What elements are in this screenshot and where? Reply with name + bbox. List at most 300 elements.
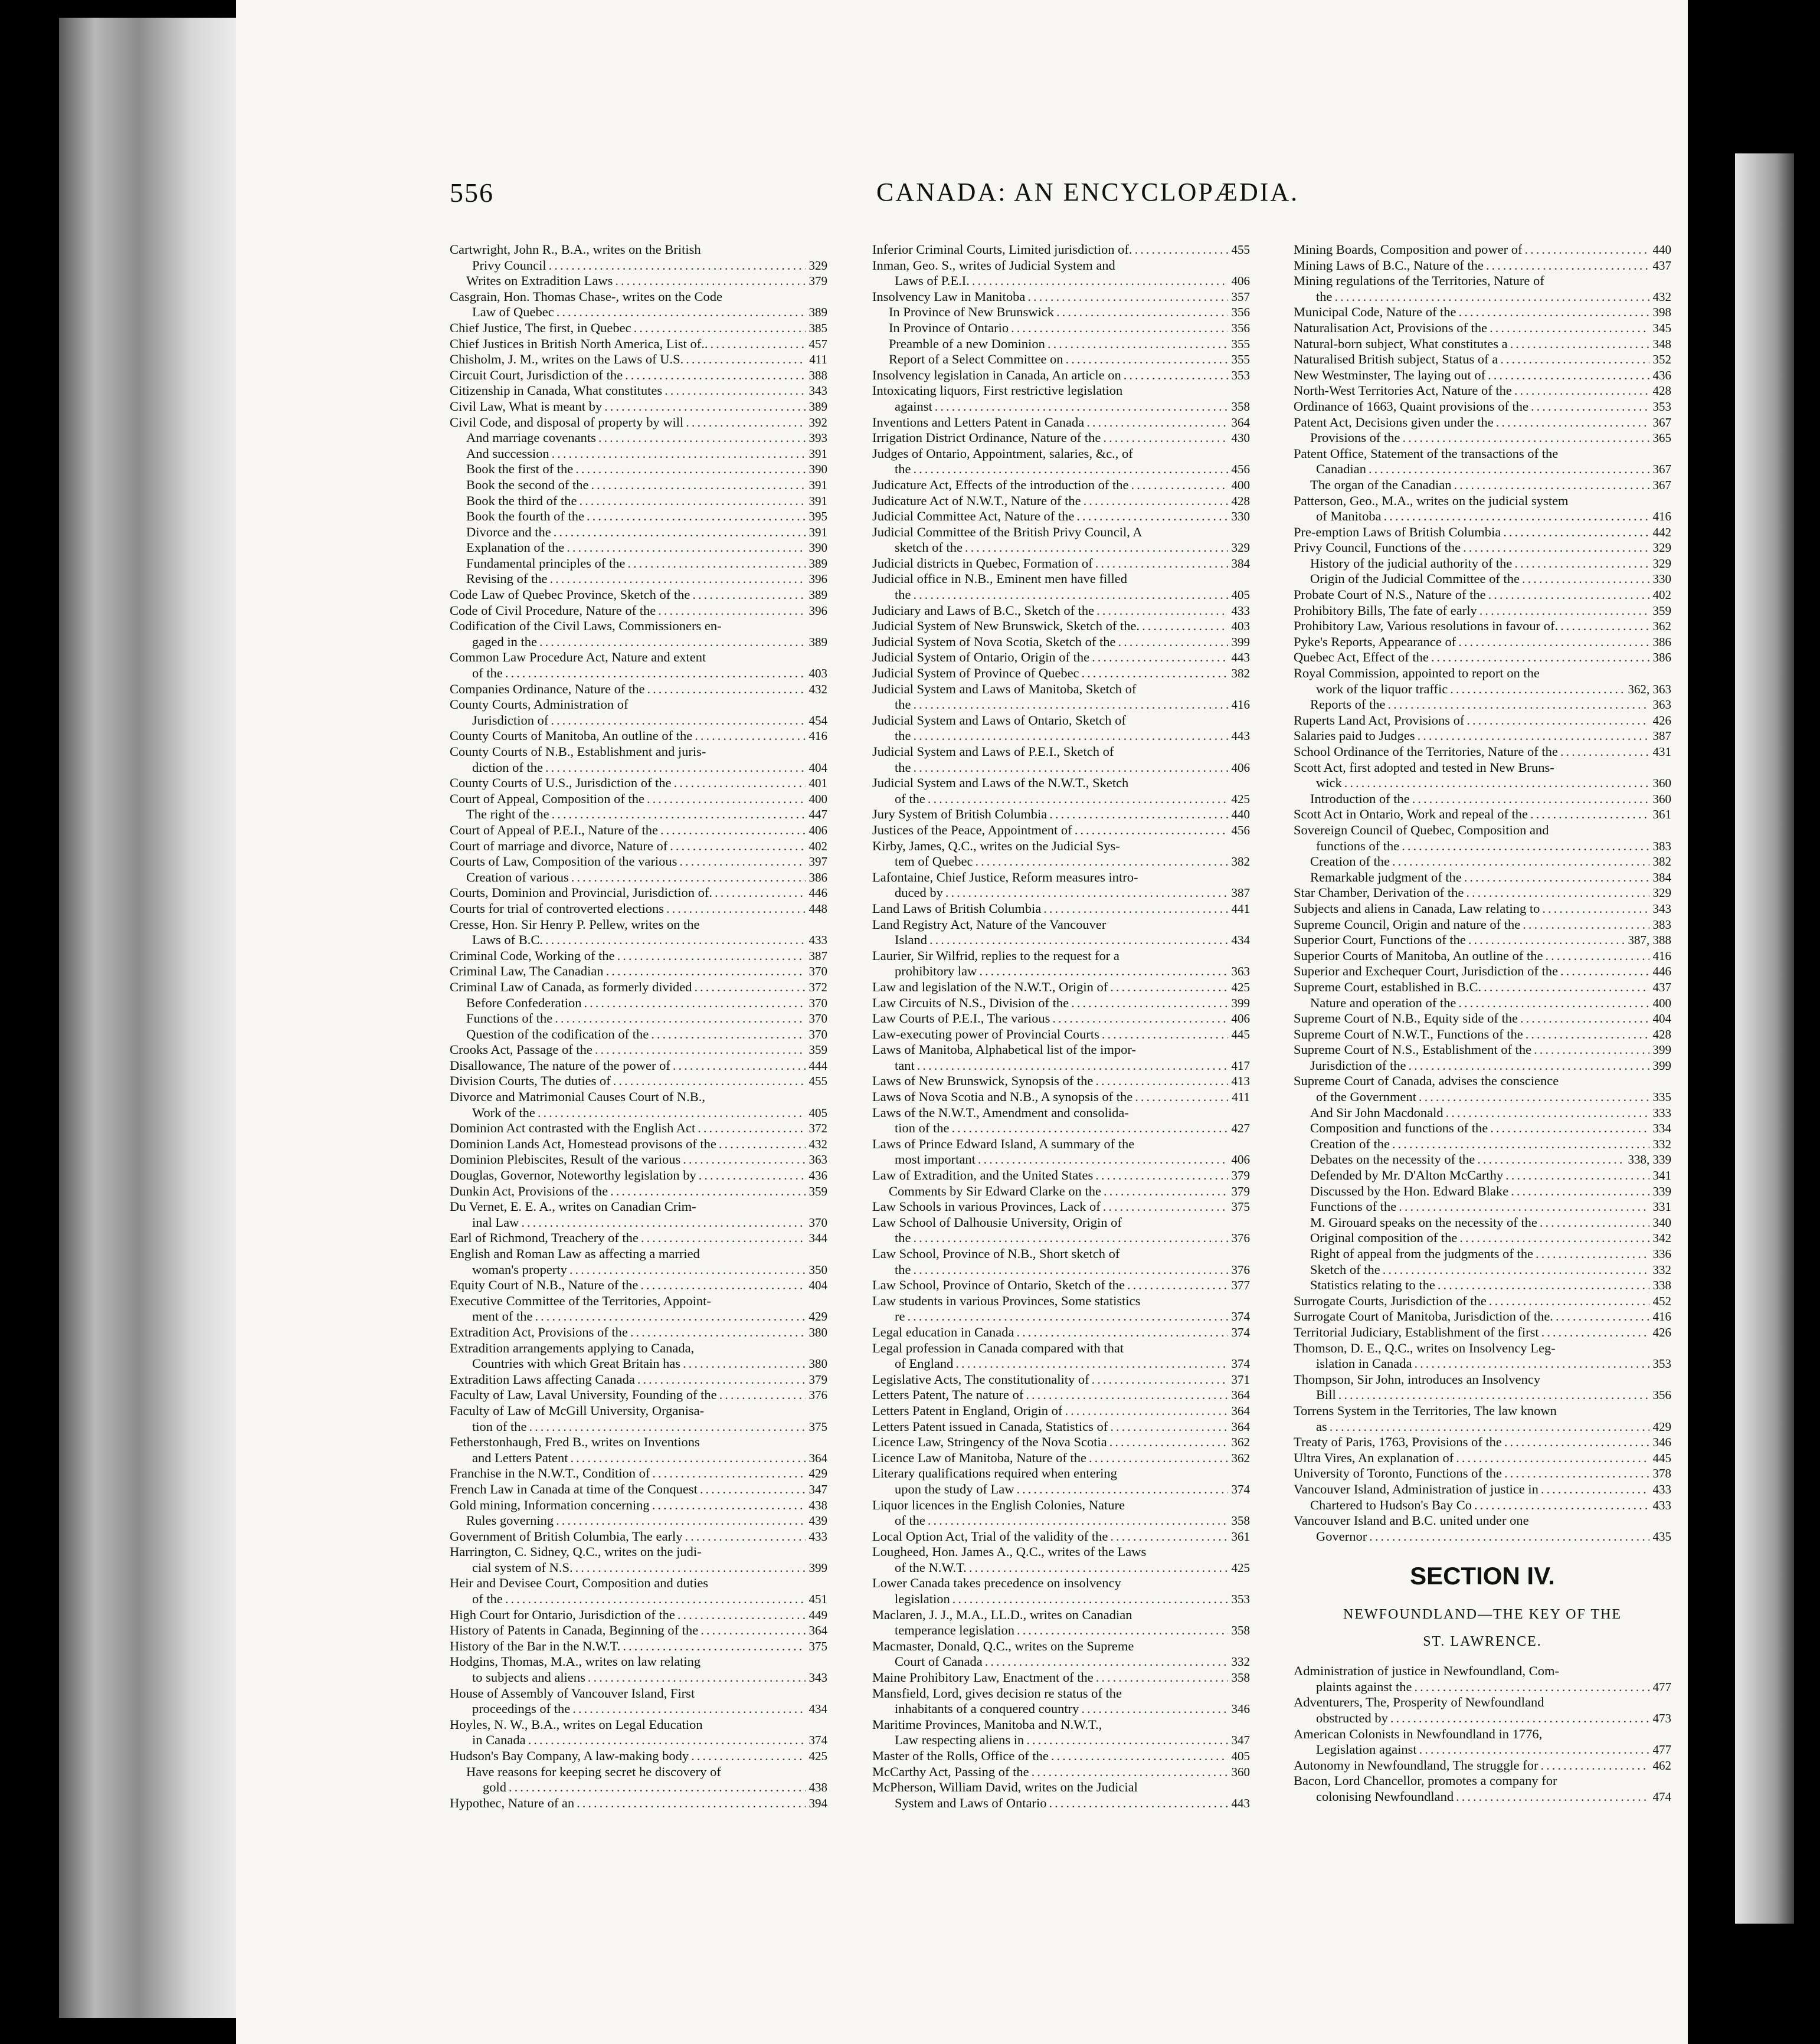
page-reference: 399 (1652, 1043, 1671, 1057)
entry-line (450, 1309, 827, 1325)
entry-text: Right of appeal from the judgments of the (1310, 1246, 1534, 1261)
entry-text: Judicial System of New Brunswick, Sketch of the. (872, 618, 1140, 634)
entry-line (872, 1575, 1250, 1591)
entry-text: Statistics relating to the (1310, 1278, 1435, 1293)
dot-leader (1102, 1027, 1228, 1043)
page-reference: 387 (1231, 886, 1250, 900)
entry-text: Extradition Act, Provisions of the (450, 1324, 628, 1339)
dot-leader (935, 399, 1228, 415)
page-reference: 356 (1652, 1388, 1671, 1403)
entry-text: County Courts of U.S., Jurisdiction of the (450, 775, 672, 791)
index-entry (872, 1199, 1250, 1215)
index-entry (450, 603, 827, 619)
entry-line (872, 1278, 1250, 1293)
index-entry (450, 885, 827, 901)
dot-leader (1456, 1789, 1649, 1805)
page-reference: 382 (1231, 854, 1250, 869)
entry-line (450, 1591, 827, 1607)
entry-text: Chartered to Hudson's Bay Co (1310, 1497, 1472, 1512)
dot-leader (1524, 242, 1649, 258)
dot-leader (1082, 666, 1228, 682)
entry-line (450, 304, 827, 320)
page-reference: 367 (1652, 415, 1671, 430)
dot-leader (1403, 430, 1649, 446)
entry-text: Court of Appeal of P.E.I., Nature of the (450, 822, 659, 837)
index-entry (1294, 1042, 1671, 1058)
entry-line (450, 415, 827, 431)
entry-line (1294, 1262, 1671, 1278)
index-entry (450, 1121, 827, 1136)
page-reference: 391 (808, 446, 827, 461)
dot-leader (1419, 1089, 1649, 1105)
page-reference: 388 (808, 368, 827, 382)
index-entry (1294, 948, 1671, 964)
dot-leader (691, 1748, 805, 1764)
dot-leader (1369, 461, 1649, 477)
index-entry (872, 634, 1250, 650)
index-entry (872, 1293, 1250, 1325)
entry-line (1294, 807, 1671, 823)
dot-leader (1052, 1011, 1227, 1027)
dot-leader (1466, 885, 1649, 901)
dot-leader (1335, 289, 1649, 305)
dot-leader (598, 430, 806, 446)
entry-text: proceedings of the (472, 1701, 571, 1717)
index-entry (872, 1136, 1250, 1168)
entry-line (872, 728, 1250, 744)
dot-leader (1383, 1262, 1649, 1278)
index-subentry (872, 304, 1250, 320)
dot-leader (700, 1482, 806, 1498)
entry-text: Jurisdiction of the (1310, 1057, 1406, 1073)
dot-leader (1505, 1168, 1649, 1184)
dot-leader (1504, 1466, 1649, 1482)
dot-leader (1110, 1529, 1227, 1545)
index-entry (450, 1278, 827, 1293)
index-entry (450, 901, 827, 917)
page-reference: 427 (1231, 1121, 1250, 1136)
entry-text: Mansfield, Lord, gives decision re status of the (872, 1685, 1122, 1701)
dot-leader (1392, 1136, 1649, 1152)
dot-leader (1071, 995, 1227, 1011)
entry-line (450, 775, 827, 791)
page-reference: 432 (808, 682, 827, 696)
entry-text: Crooks Act, Passage of the (450, 1042, 593, 1057)
dot-leader (549, 571, 805, 587)
entry-text: Probate Court of N.S., Nature of the (1294, 587, 1486, 602)
page-reference: 455 (1231, 243, 1250, 257)
index-subentry (872, 336, 1250, 352)
dot-leader (591, 477, 805, 493)
entry-line (1294, 713, 1671, 729)
dot-leader (1446, 1105, 1649, 1121)
index-entry (450, 1372, 827, 1388)
entry-line (1294, 242, 1671, 258)
entry-line (872, 854, 1250, 870)
dot-leader (1026, 1732, 1227, 1748)
entry-text: Writes on Extradition Laws (466, 273, 613, 289)
index-subentry (1294, 430, 1671, 446)
dot-leader (1514, 556, 1649, 572)
page-reference: 456 (1231, 823, 1250, 837)
entry-text: Letters Patent issued in Canada, Statistics of (872, 1419, 1108, 1434)
entry-text: Book the first of the (466, 461, 574, 477)
entry-line (450, 1136, 827, 1152)
index-subentry (1294, 1152, 1671, 1168)
page-reference: 379 (808, 274, 827, 289)
entry-line (872, 682, 1250, 697)
entry-text: Laws of P.E.I. (895, 273, 970, 289)
entry-text: Courts for trial of controverted elections (450, 900, 665, 916)
entry-line (1294, 1356, 1671, 1372)
entry-line (1294, 1152, 1671, 1168)
entry-line (872, 744, 1250, 760)
entry-line (1294, 1011, 1671, 1027)
entry-text: Divorce and the (466, 524, 551, 539)
dot-leader (571, 870, 806, 886)
entry-line (1294, 304, 1671, 320)
entry-text: In Province of New Brunswick (889, 304, 1054, 320)
page-reference: 376 (808, 1388, 827, 1403)
index-subentry (1294, 697, 1671, 713)
dot-leader (914, 728, 1228, 744)
index-entry (1294, 1073, 1671, 1105)
entry-line (1294, 1184, 1671, 1200)
page-reference: 387 (1652, 729, 1671, 743)
entry-text: Question of the codification of the (466, 1026, 649, 1041)
index-entry (450, 1152, 827, 1168)
entry-line (872, 1387, 1250, 1403)
dot-leader (1542, 901, 1649, 917)
page-reference: 379 (1231, 1168, 1250, 1183)
entry-text: temperance legislation (895, 1623, 1015, 1638)
dot-leader (521, 1215, 805, 1231)
entry-text: Judicial System of Ontario, Origin of the (872, 650, 1090, 665)
page-reference: 363 (1231, 964, 1250, 979)
index-entry (450, 1529, 827, 1545)
entry-text: Ultra Vires, An explanation of (1294, 1450, 1454, 1465)
entry-text: Judicial Committee of the British Privy Council, A (872, 524, 1143, 539)
entry-line (1294, 587, 1671, 603)
entry-line (450, 1623, 827, 1639)
page-reference: 425 (1231, 791, 1250, 806)
dot-leader (575, 461, 805, 477)
index-entry (450, 415, 827, 431)
page-reference: 329 (1652, 886, 1671, 900)
dot-leader (575, 1560, 806, 1576)
entry-line (450, 1434, 827, 1450)
entry-line (1294, 1136, 1671, 1152)
dot-leader (1520, 1011, 1649, 1027)
page-reference: 428 (1652, 1027, 1671, 1041)
dot-leader (972, 273, 1228, 289)
entry-text: Laws of Prince Edward Island, A summary of the (872, 1136, 1135, 1151)
dot-leader (914, 697, 1228, 713)
index-subentry (450, 1027, 827, 1043)
entry-text: Creation of various (466, 869, 569, 885)
entry-line (1294, 932, 1671, 948)
entry-line (872, 1325, 1250, 1341)
page-reference: 335 (1652, 1090, 1671, 1105)
section-title: SECTION IV. (1410, 1562, 1555, 1590)
dot-leader (674, 775, 806, 791)
dot-leader (1514, 383, 1649, 399)
dot-leader (1095, 1168, 1227, 1184)
page-reference: 362 (1231, 1435, 1250, 1450)
entry-text: Thompson, Sir John, introduces an Insolvency (1294, 1371, 1541, 1387)
entry-text: Civil Law, What is meant by (450, 398, 603, 414)
entry-text: Legal profession in Canada compared with that (872, 1340, 1124, 1355)
index-entry (450, 1168, 827, 1184)
entry-text: Literary qualifications required when entering (872, 1466, 1117, 1481)
index-entry (872, 446, 1250, 477)
entry-text: House of Assembly of Vancouver Island, First (450, 1685, 695, 1701)
entry-text: Land Registry Act, Nature of the Vancouver (872, 916, 1107, 932)
entry-line (1294, 1121, 1671, 1136)
entry-text: Torrens System in the Territories, The law known (1294, 1403, 1557, 1418)
index-entry (450, 1623, 827, 1639)
entry-text: Vancouver Island, Administration of justice in (1294, 1481, 1539, 1496)
entry-text: Law School of Dalhousie University, Origin of (872, 1214, 1122, 1230)
entry-line (872, 1199, 1250, 1215)
dot-leader (623, 1639, 805, 1655)
dot-leader (1032, 1764, 1228, 1780)
entry-line (1294, 980, 1671, 995)
page-reference: 372 (808, 1121, 827, 1136)
index-entry (872, 1246, 1250, 1278)
dot-leader (1541, 1325, 1649, 1341)
index-entry (872, 650, 1250, 666)
dot-leader (627, 556, 805, 572)
entry-text: Have reasons for keeping secret he discovery of (466, 1764, 721, 1779)
entry-line (450, 1341, 827, 1357)
entry-line (872, 1136, 1250, 1152)
entry-text: Law and legislation of the N.W.T., Origin of (872, 979, 1108, 994)
page-reference: 355 (1231, 336, 1250, 351)
dot-leader (551, 713, 805, 729)
page-reference: 439 (808, 1514, 827, 1528)
entry-text: most important (895, 1152, 976, 1167)
entry-text: of the N.W.T. (895, 1560, 967, 1575)
entry-text: Judicial System of Nova Scotia, Sketch of the (872, 634, 1116, 649)
entry-line (450, 1073, 827, 1089)
entry-line (1294, 493, 1671, 509)
index-entry (450, 587, 827, 603)
page-reference: 360 (1652, 776, 1671, 791)
page-reference: 344 (808, 1231, 827, 1246)
entry-line (1294, 556, 1671, 572)
dot-leader (1330, 1419, 1649, 1435)
page-reference: 343 (1652, 901, 1671, 916)
page-reference: 400 (808, 791, 827, 806)
entry-text: Fundamental principles of the (466, 555, 626, 571)
page-reference: 411 (809, 352, 827, 367)
entry-line (872, 1498, 1250, 1514)
entry-line (450, 650, 827, 666)
index-entry (450, 1042, 827, 1058)
index-entry (872, 1341, 1250, 1372)
index-entry (872, 1529, 1250, 1545)
entry-text: Law Courts of P.E.I., The various (872, 1011, 1050, 1026)
index-entry (1294, 399, 1671, 415)
entry-text: Salaries paid to Judges (1294, 728, 1415, 743)
entry-line (872, 352, 1250, 368)
page-reference: 372 (808, 980, 827, 994)
entry-line (450, 1419, 827, 1435)
entry-line (450, 1796, 827, 1812)
entry-text: tant (895, 1057, 915, 1073)
index-entry (1294, 1758, 1671, 1774)
dot-leader (945, 885, 1228, 901)
entry-line (872, 1168, 1250, 1184)
index-entry (872, 1105, 1250, 1136)
index-entry (450, 1089, 827, 1121)
page-reference: 382 (1231, 666, 1250, 681)
index-entry (872, 682, 1250, 713)
index-subentry (872, 352, 1250, 368)
dot-leader (528, 1732, 806, 1748)
index-entry (872, 744, 1250, 775)
dot-leader (1081, 1701, 1227, 1717)
running-title: CANADA: AN ENCYCLOPÆDIA. (876, 178, 1299, 207)
dot-leader (1399, 1199, 1649, 1215)
dot-leader (625, 368, 805, 384)
page-reference: 406 (1231, 1152, 1250, 1167)
entry-text: Letters Patent in England, Origin of (872, 1403, 1063, 1418)
entry-text: Dominion Plebiscites, Result of the various (450, 1152, 681, 1167)
page-reference: 391 (808, 477, 827, 492)
dot-leader (1092, 650, 1227, 666)
dot-leader (683, 1152, 805, 1168)
entry-text: Laws of Nova Scotia and N.B., A synopsis of the (872, 1089, 1133, 1105)
index-entry (872, 775, 1250, 807)
entry-line (1294, 1230, 1671, 1246)
entry-line (872, 980, 1250, 995)
entry-line (450, 980, 827, 995)
index-entry (1294, 634, 1671, 650)
entry-line (450, 1498, 827, 1514)
entry-text: Quebec Act, Effect of the (1294, 650, 1429, 665)
page-reference: 446 (1652, 964, 1671, 979)
dot-leader (1110, 1419, 1227, 1435)
index-entry (872, 242, 1250, 258)
entry-line (1294, 1372, 1671, 1388)
index-entry (1294, 1482, 1671, 1498)
index-column-3-entries (1294, 242, 1671, 1544)
dot-leader (952, 1591, 1228, 1607)
dot-leader (1459, 1230, 1649, 1246)
entry-line (1294, 1711, 1671, 1727)
entry-text: ment of the (472, 1309, 533, 1324)
page-reference: 417 (1231, 1058, 1250, 1073)
page-reference: 332 (1231, 1655, 1250, 1669)
entry-text: Royal Commission, appointed to report on the (1294, 666, 1540, 681)
dot-leader (539, 634, 806, 650)
entry-line (450, 713, 827, 729)
page-reference: 367 (1652, 477, 1671, 492)
entry-text: History of the judicial authority of the (1310, 555, 1513, 571)
dot-leader (695, 980, 806, 995)
entry-text: diction of the (472, 759, 543, 775)
dot-leader (914, 1230, 1228, 1246)
page-reference: 336 (1652, 1247, 1671, 1261)
page-reference: 364 (808, 1623, 827, 1638)
page-reference: 383 (1652, 838, 1671, 853)
entry-text: Law-executing power of Provincial Courts (872, 1026, 1099, 1041)
book-left-edge (59, 18, 236, 2018)
page-reference: 392 (808, 415, 827, 430)
index-entry (1294, 320, 1671, 336)
page-reference: 405 (1231, 588, 1250, 602)
dot-leader (588, 1670, 806, 1686)
page-reference: 380 (808, 1325, 827, 1339)
page-reference: 377 (1231, 1278, 1250, 1293)
entry-line (450, 320, 827, 336)
entry-line (450, 901, 827, 917)
page-reference: 405 (1231, 1749, 1250, 1763)
entry-text: Jury System of British Columbia (872, 807, 1048, 822)
entry-line (1294, 1513, 1671, 1529)
dot-leader (1504, 1434, 1649, 1450)
entry-line (872, 289, 1250, 305)
page-reference: 432 (808, 1136, 827, 1151)
entry-line (450, 1246, 827, 1262)
entry-text: Island (895, 932, 927, 948)
entry-line (1294, 1403, 1671, 1419)
index-entry (872, 807, 1250, 823)
entry-line (450, 932, 827, 948)
index-entry (450, 917, 827, 948)
page-reference: 374 (1231, 1325, 1250, 1339)
entry-text: woman's property (472, 1262, 567, 1277)
dot-leader (1477, 1152, 1624, 1168)
page-reference: 358 (1231, 399, 1250, 414)
entry-line (1294, 1529, 1671, 1545)
index-subentry (450, 1011, 827, 1027)
entry-line (450, 1732, 827, 1748)
entry-line (450, 493, 827, 509)
entry-line (872, 901, 1250, 917)
page-reference: 433 (808, 1529, 827, 1544)
page-reference: 339 (1652, 1184, 1671, 1198)
dot-leader (928, 1513, 1228, 1529)
dot-leader (1500, 352, 1649, 368)
page-reference: 383 (1652, 917, 1671, 932)
entry-text: Creation of the (1310, 1136, 1390, 1151)
entry-line (450, 1168, 827, 1184)
index-subentry (1294, 1230, 1671, 1246)
dot-leader (1103, 430, 1227, 446)
index-entry (872, 1670, 1250, 1686)
page-number: 556 (450, 178, 494, 208)
entry-line (450, 870, 827, 886)
entry-text: Liquor licences in the English Colonies, Nature (872, 1497, 1125, 1512)
entry-line (872, 1058, 1250, 1074)
entry-text: Comments by Sir Edward Clarke on the (889, 1183, 1101, 1198)
dot-leader (985, 1654, 1228, 1670)
page-reference: 455 (808, 1074, 827, 1089)
entry-line (450, 1529, 827, 1545)
entry-text: the (895, 1230, 911, 1246)
entry-line (450, 1356, 827, 1372)
entry-line (872, 1215, 1250, 1231)
entry-text: Subjects and aliens in Canada, Law relating to (1294, 900, 1540, 916)
dot-leader (1065, 1403, 1227, 1419)
index-column-1 (450, 242, 827, 1811)
dot-leader (535, 1309, 805, 1325)
entry-text: Laws of the N.W.T., Amendment and consolida- (872, 1105, 1129, 1120)
entry-text: Judiciary and Laws of B.C., Sketch of the (872, 602, 1095, 618)
